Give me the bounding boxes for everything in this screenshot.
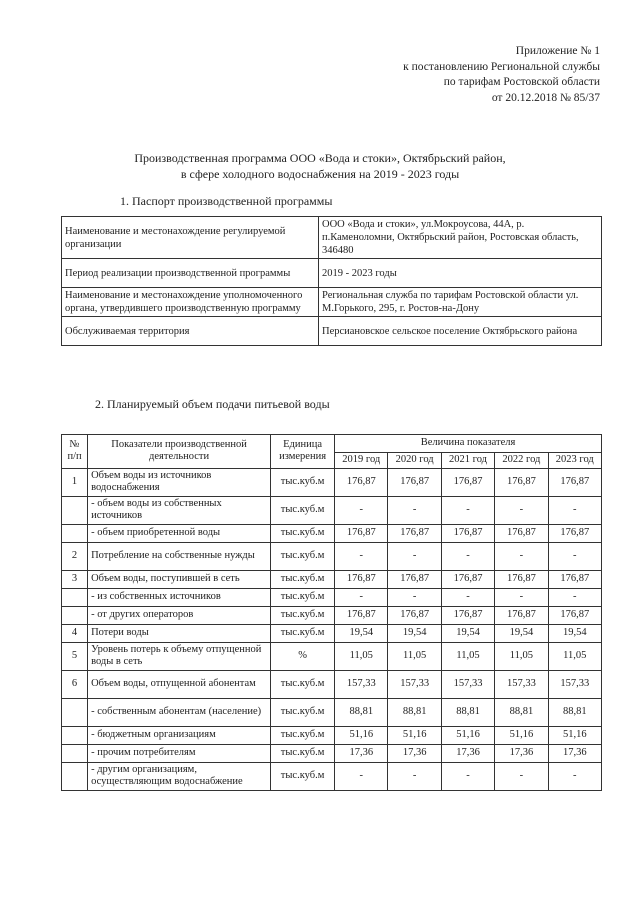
row-value: 176,87 xyxy=(388,524,441,542)
passport-row xyxy=(62,288,602,317)
row-value: - xyxy=(441,588,494,606)
row-indicator: Объем воды, отпущенной абонентам xyxy=(88,670,271,698)
row-value: - xyxy=(441,496,494,524)
passport-row xyxy=(62,317,602,346)
row-indicator: - объем приобретенной воды xyxy=(88,524,271,542)
row-indicator: - от других операторов xyxy=(88,606,271,624)
row-value: 157,33 xyxy=(441,670,494,698)
appendix-block xyxy=(403,44,600,106)
row-unit: тыс.куб.м xyxy=(271,468,335,496)
row-value: 176,87 xyxy=(495,524,548,542)
row-value: 176,87 xyxy=(441,606,494,624)
row-value: 88,81 xyxy=(495,698,548,726)
row-value: 17,36 xyxy=(548,744,601,762)
appendix-line-3: по тарифам Ростовской области xyxy=(443,76,600,88)
row-num: 5 xyxy=(62,642,88,670)
row-unit: тыс.куб.м xyxy=(271,762,335,790)
row-unit: тыс.куб.м xyxy=(271,496,335,524)
row-value: - xyxy=(495,762,548,790)
title-line-2: в сфере холодного водоснабжения на 2019 - 2023 годы xyxy=(180,167,460,181)
section-1-heading: 1. Паспорт производственной программы xyxy=(120,194,333,208)
row-num xyxy=(62,524,88,542)
row-indicator: - объем воды из собственных источников xyxy=(88,496,271,524)
row-value: 176,87 xyxy=(495,468,548,496)
row-unit: тыс.куб.м xyxy=(271,744,335,762)
passport-value: Региональная служба по тарифам Ростовской области ул. М.Горького, 295, г. Ростов-на-Дону xyxy=(319,288,602,317)
row-value: 11,05 xyxy=(548,642,601,670)
row-value: 19,54 xyxy=(548,624,601,642)
row-value: 11,05 xyxy=(441,642,494,670)
row-value: 88,81 xyxy=(335,698,388,726)
row-indicator: Потребление на собственные нужды xyxy=(88,542,271,570)
row-indicator: - из собственных источников xyxy=(88,588,271,606)
table-row xyxy=(62,698,602,726)
row-value: - xyxy=(548,496,601,524)
row-value: 11,05 xyxy=(495,642,548,670)
row-value: 176,87 xyxy=(388,468,441,496)
appendix-line-1: Приложение № 1 xyxy=(515,45,600,57)
row-value: - xyxy=(548,762,601,790)
row-value: 176,87 xyxy=(441,468,494,496)
row-num xyxy=(62,762,88,790)
passport-label: Период реализации производственной программы xyxy=(62,259,319,288)
row-value: 17,36 xyxy=(441,744,494,762)
row-value: 176,87 xyxy=(388,606,441,624)
row-value: 51,16 xyxy=(335,726,388,744)
row-value: 157,33 xyxy=(388,670,441,698)
row-unit: тыс.куб.м xyxy=(271,624,335,642)
title-line-1: Производственная программа ООО «Вода и стоки», Октябрьский район, xyxy=(134,151,506,165)
row-num: 2 xyxy=(62,542,88,570)
document-title xyxy=(0,150,640,182)
row-value: - xyxy=(335,496,388,524)
row-value: 176,87 xyxy=(335,524,388,542)
row-unit: тыс.куб.м xyxy=(271,670,335,698)
passport-value: Персиановское сельское поселение Октябрьского района xyxy=(319,317,602,346)
row-indicator: - прочим потребителям xyxy=(88,744,271,762)
row-indicator: Уровень потерь к объему отпущенной воды в сеть xyxy=(88,642,271,670)
table-row xyxy=(62,744,602,762)
appendix-line-2: к постановлению Региональной службы xyxy=(403,60,600,73)
row-value: - xyxy=(441,542,494,570)
header-value: Величина показателя xyxy=(335,435,602,453)
row-value: 176,87 xyxy=(495,606,548,624)
table-row xyxy=(62,542,602,570)
row-value: - xyxy=(388,762,441,790)
passport-value: 2019 - 2023 годы xyxy=(319,259,602,288)
row-num: 6 xyxy=(62,670,88,698)
row-value: - xyxy=(495,588,548,606)
row-value: 51,16 xyxy=(441,726,494,744)
row-value: 176,87 xyxy=(548,524,601,542)
header-year: 2021 год xyxy=(441,453,494,469)
row-value: 11,05 xyxy=(335,642,388,670)
table-row xyxy=(62,762,602,790)
row-value: 176,87 xyxy=(441,524,494,542)
row-value: 176,87 xyxy=(335,606,388,624)
header-unit: Единица измерения xyxy=(271,435,335,469)
row-value: 176,87 xyxy=(548,570,601,588)
header-year: 2020 год xyxy=(388,453,441,469)
table-row xyxy=(62,524,602,542)
passport-label: Обслуживаемая территория xyxy=(62,317,319,346)
row-num xyxy=(62,606,88,624)
row-value: - xyxy=(495,542,548,570)
row-num xyxy=(62,698,88,726)
row-value: - xyxy=(548,542,601,570)
table-row xyxy=(62,496,602,524)
row-value: 11,05 xyxy=(388,642,441,670)
row-value: 88,81 xyxy=(441,698,494,726)
row-num: 3 xyxy=(62,570,88,588)
header-year: 2019 год xyxy=(335,453,388,469)
row-indicator: Объем воды из источников водоснабжения xyxy=(88,468,271,496)
row-value: 176,87 xyxy=(335,468,388,496)
table-row xyxy=(62,468,602,496)
row-num: 1 xyxy=(62,468,88,496)
table-row xyxy=(62,642,602,670)
row-unit: тыс.куб.м xyxy=(271,698,335,726)
row-value: 19,54 xyxy=(495,624,548,642)
appendix-line-4: от 20.12.2018 № 85/37 xyxy=(491,91,600,104)
row-value: 17,36 xyxy=(388,744,441,762)
row-value: 157,33 xyxy=(335,670,388,698)
row-unit: тыс.куб.м xyxy=(271,726,335,744)
row-value: - xyxy=(388,496,441,524)
row-num xyxy=(62,726,88,744)
table-row xyxy=(62,588,602,606)
row-unit: тыс.куб.м xyxy=(271,524,335,542)
header-indicator: Показатели производственной деятельности xyxy=(88,435,271,469)
volume-table xyxy=(61,434,602,791)
row-value: - xyxy=(335,542,388,570)
row-value: 176,87 xyxy=(388,570,441,588)
row-value: 19,54 xyxy=(388,624,441,642)
row-unit: тыс.куб.м xyxy=(271,588,335,606)
row-value: 88,81 xyxy=(388,698,441,726)
row-indicator: - собственным абонентам (население) xyxy=(88,698,271,726)
row-value: 157,33 xyxy=(495,670,548,698)
row-num xyxy=(62,588,88,606)
passport-row xyxy=(62,259,602,288)
row-value: 51,16 xyxy=(388,726,441,744)
row-value: 176,87 xyxy=(441,570,494,588)
row-indicator: - другим организациям, осуществляющим водоснабжение xyxy=(88,762,271,790)
passport-label: Наименование и местонахождение регулируемой организации xyxy=(62,217,319,259)
row-value: 19,54 xyxy=(441,624,494,642)
row-value: - xyxy=(388,588,441,606)
row-unit: тыс.куб.м xyxy=(271,542,335,570)
passport-table xyxy=(61,216,602,346)
row-value: - xyxy=(441,762,494,790)
row-value: 17,36 xyxy=(495,744,548,762)
row-unit: тыс.куб.м xyxy=(271,570,335,588)
row-value: - xyxy=(335,762,388,790)
row-value: - xyxy=(548,588,601,606)
row-value: 176,87 xyxy=(548,468,601,496)
row-unit: тыс.куб.м xyxy=(271,606,335,624)
passport-label: Наименование и местонахождение уполномоченного органа, утвердившего производственную программу xyxy=(62,288,319,317)
row-value: 176,87 xyxy=(548,606,601,624)
table-row xyxy=(62,670,602,698)
section-2-heading: 2. Планируемый объем подачи питьевой воды xyxy=(95,397,330,411)
table-row xyxy=(62,726,602,744)
row-value: - xyxy=(335,588,388,606)
row-indicator: - бюджетным организациям xyxy=(88,726,271,744)
table-row xyxy=(62,606,602,624)
header-year: 2022 год xyxy=(495,453,548,469)
table-row xyxy=(62,624,602,642)
table-row xyxy=(62,570,602,588)
row-value: 88,81 xyxy=(548,698,601,726)
row-num: 4 xyxy=(62,624,88,642)
row-value: - xyxy=(495,496,548,524)
row-value: 51,16 xyxy=(495,726,548,744)
row-value: 17,36 xyxy=(335,744,388,762)
row-value: - xyxy=(388,542,441,570)
passport-row xyxy=(62,217,602,259)
passport-value: ООО «Вода и стоки», ул.Мокроусова, 44А, р. п.Каменоломни, Октябрьский район, Ростовская область, 346480 xyxy=(319,217,602,259)
row-value: 51,16 xyxy=(548,726,601,744)
row-value: 157,33 xyxy=(548,670,601,698)
row-value: 19,54 xyxy=(335,624,388,642)
row-indicator: Потери воды xyxy=(88,624,271,642)
row-value: 176,87 xyxy=(335,570,388,588)
row-num xyxy=(62,496,88,524)
row-value: 176,87 xyxy=(495,570,548,588)
row-indicator: Объем воды, поступившей в сеть xyxy=(88,570,271,588)
row-unit: % xyxy=(271,642,335,670)
row-num xyxy=(62,744,88,762)
header-num: № п/п xyxy=(62,435,88,469)
header-year: 2023 год xyxy=(548,453,601,469)
